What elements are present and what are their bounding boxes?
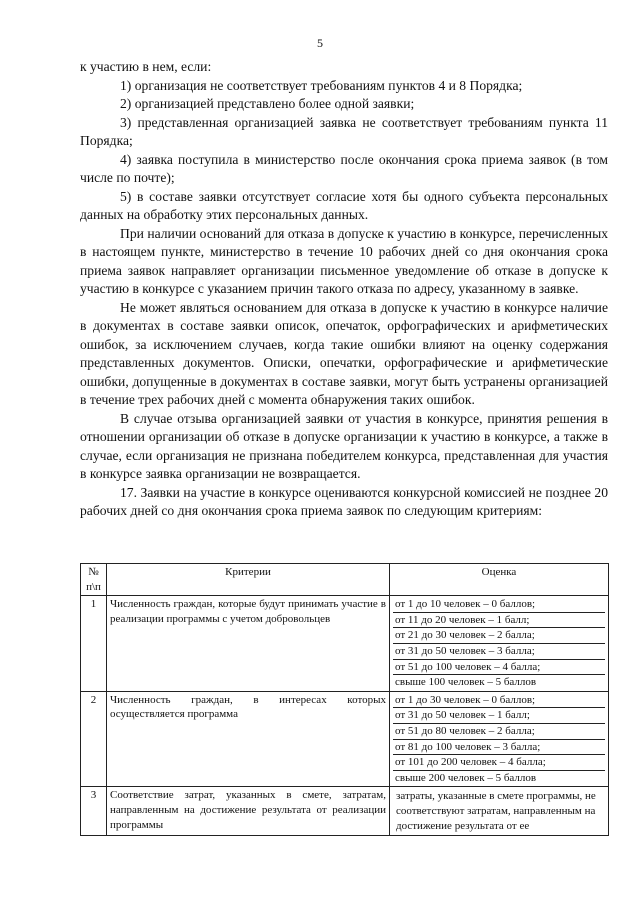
score-cell xyxy=(390,691,609,787)
score-line: от 31 до 50 человек – 1 балл; xyxy=(393,708,605,724)
list-item-4: 4) заявка поступила в министерство после окончания срока приема заявок (в том числе по почте); xyxy=(80,151,608,185)
score-cell xyxy=(390,787,609,836)
criterion-text: Соответствие затрат, указанных в смете, затратам, направленным на достижение результата от реализации программы xyxy=(107,787,390,836)
header-num-line1: № xyxy=(88,566,99,578)
score-line: от 101 до 200 человек – 4 балла; xyxy=(393,755,605,771)
paragraph-17: 17. Заявки на участие в конкурсе оцениваются конкурсной комиссией не позднее 20 рабочих дней со дня окончания срока приема заявок по следующим критериям: xyxy=(80,484,608,518)
score-line: от 31 до 50 человек – 3 балла; xyxy=(393,644,605,660)
score-line: свыше 100 человек – 5 баллов xyxy=(395,676,537,689)
score-line: от 1 до 30 человек – 0 баллов; xyxy=(393,693,605,709)
table-header-row xyxy=(81,564,609,596)
header-num xyxy=(81,564,107,596)
criterion-text: Численность граждан, которые будут принимать участие в реализации программы с учетом добровольцев xyxy=(107,596,390,692)
header-criteria: Критерии xyxy=(107,564,390,596)
criteria-table xyxy=(80,563,609,836)
table-row xyxy=(81,596,609,692)
row-number: 2 xyxy=(81,691,107,787)
score-line: от 21 до 30 человек – 2 балла; xyxy=(393,628,605,644)
score-line: от 11 до 20 человек – 1 балл; xyxy=(393,613,605,629)
score-line: от 81 до 100 человек – 3 балла; xyxy=(393,740,605,756)
header-num-line2: п\п xyxy=(86,580,101,593)
score-cell xyxy=(390,596,609,692)
paragraph-withdrawal: В случае отзыва организацией заявки от участия в конкурсе, принятия решения в отношении организации об отказе в допуске организации к участию в конкурсе, а также в случае, если организация не признана победителем конкурса, представленная для участия в конкурсе заявка организации не возвращается. xyxy=(80,410,608,481)
criterion-text: Численность граждан, в интересах которых осуществляется программа xyxy=(107,691,390,787)
score-line: от 51 до 80 человек – 2 балла; xyxy=(393,724,605,740)
score-line: от 1 до 10 человек – 0 баллов; xyxy=(393,597,605,613)
list-item-2: 2) организацией представлено более одной заявки; xyxy=(120,96,415,111)
table-row xyxy=(81,691,609,787)
page-number: 5 xyxy=(317,36,323,50)
header-score: Оценка xyxy=(390,564,609,596)
list-item-3: 3) представленная организацией заявка не соответствует требованиям пункта 11 Порядка; xyxy=(80,114,608,148)
row-number: 3 xyxy=(81,787,107,836)
row-number: 1 xyxy=(81,596,107,692)
score-text: затраты, указанные в смете программы, не соответствуют затратам, направленным на достижение результата от ее xyxy=(396,790,596,832)
score-line: свыше 200 человек – 5 баллов xyxy=(395,771,537,784)
paragraph-intro: к участию в нем, если: xyxy=(80,59,212,74)
paragraph-refusal-notice: При наличии оснований для отказа в допуске к участию в конкурсе, перечисленных в настоящем пункте, министерство в течение 10 рабочих дней со дня окончания срока приема заявок направляет организации письменное уведомление об отказе в допуске к участию в конкурсе с указанием причин такого отказа по адресу, указанному в заявке. xyxy=(80,225,608,296)
list-item-1: 1) организация не соответствует требованиям пунктов 4 и 8 Порядка; xyxy=(120,77,523,93)
score-line: от 51 до 100 человек – 4 балла; xyxy=(393,660,605,676)
table-row xyxy=(81,787,609,836)
paragraph-typos: Не может являться основанием для отказа в допуске к участию в конкурсе наличие в документах в составе заявки описок, опечаток, орфографических и арифметических ошибок, за исключением случаев, когда такие ошибки влияют на оценку содержания представленных документов. Описки, опечатки, орфографические и арифметические ошибки, допущенные в документах в составе заявки, могут быть устранены организацией в течение трех рабочих дней с момента обнаружения таких ошибок. xyxy=(80,299,608,407)
list-item-5: 5) в составе заявки отсутствует согласие хотя бы одного субъекта персональных данных на обработку этих персональных данных. xyxy=(80,188,608,222)
body-text xyxy=(80,58,608,521)
